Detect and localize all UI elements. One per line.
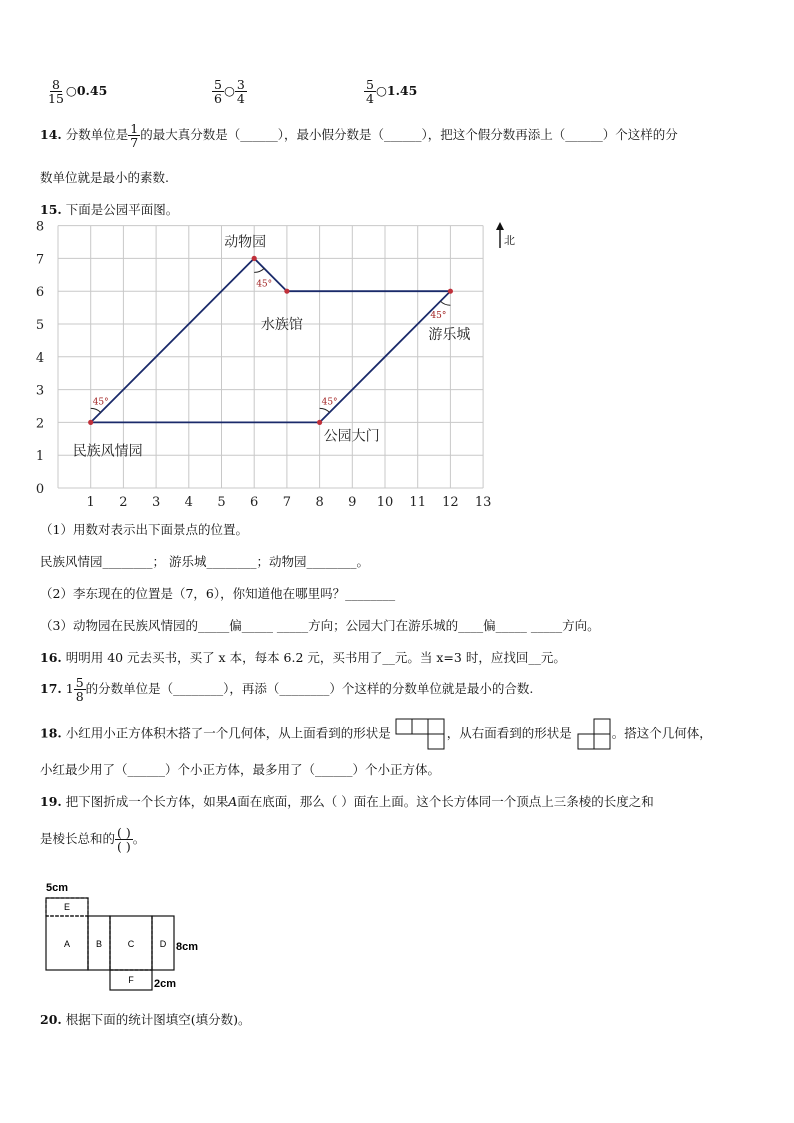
q15-sub2[interactable]: （2）李东现在的位置是（7，6），你知道他在哪里吗？________ bbox=[40, 586, 396, 601]
fraction: $\frac{3}{4}$ bbox=[236, 77, 245, 107]
angle-label: 45° bbox=[256, 279, 273, 290]
x-tick-label: 11 bbox=[409, 495, 426, 510]
compare-item-2 bbox=[212, 78, 247, 105]
question-number: 17. bbox=[40, 681, 62, 697]
angle-label: 45° bbox=[321, 397, 338, 408]
compare-circle[interactable]: ○ bbox=[65, 83, 77, 99]
q15-sub3[interactable]: （3）动物园在民族风情园的_____偏_____ _____方向；公园大门在游乐城的____偏_____ _____方向。 bbox=[40, 618, 600, 633]
question-16 bbox=[40, 648, 566, 666]
question-text: 是棱长总和的 bbox=[40, 831, 116, 847]
place-label-zoo: 动物园 bbox=[224, 234, 267, 251]
net-dim-right: 8cm bbox=[176, 941, 199, 953]
q15-sub1: （1）用数对表示出下面景点的位置。 bbox=[40, 522, 248, 537]
question-14-line2: 数单位就是最小的素数. bbox=[40, 170, 169, 185]
place-point bbox=[448, 289, 453, 294]
y-tick-label: 5 bbox=[35, 318, 45, 333]
mixed-whole: 1 bbox=[65, 681, 74, 697]
x-tick-label: 6 bbox=[250, 495, 259, 510]
x-tick-label: 5 bbox=[217, 495, 226, 510]
net-face-a: A bbox=[63, 939, 71, 949]
angle-arc bbox=[320, 408, 330, 412]
net-dim-top: 5cm bbox=[46, 882, 69, 894]
angle-label: 45° bbox=[92, 397, 109, 408]
cuboid-net bbox=[40, 878, 220, 996]
y-tick-label: 4 bbox=[35, 350, 45, 366]
net-face-d: D bbox=[159, 939, 167, 949]
question-text: 把下图折成一个长方体，如果 bbox=[65, 794, 229, 809]
top-view-shape bbox=[395, 718, 447, 750]
compare-item-3: $\frac{5}{4}$ ○1.45 bbox=[366, 77, 418, 107]
question-17 bbox=[40, 676, 533, 703]
place-point bbox=[317, 420, 322, 425]
y-tick-label: 8 bbox=[35, 219, 45, 235]
y-tick-label: 3 bbox=[35, 383, 45, 399]
fraction: $\frac{5}{6}$ bbox=[214, 77, 222, 107]
punctuation: 。 bbox=[132, 831, 146, 847]
question-15 bbox=[40, 200, 178, 218]
x-tick-label: 13 bbox=[474, 495, 492, 510]
net-face-f: F bbox=[128, 975, 134, 985]
y-tick-label: 0 bbox=[35, 482, 45, 497]
question-20 bbox=[40, 1010, 251, 1028]
question-number: 18. bbox=[40, 725, 62, 741]
compare-circle[interactable]: ○ bbox=[223, 83, 235, 99]
right-view-shape bbox=[576, 718, 612, 750]
fraction: $\frac{5}{8}$ bbox=[75, 675, 84, 705]
question-number: 14. bbox=[40, 127, 62, 143]
place-point bbox=[88, 420, 93, 425]
question-text[interactable]: 面在底面，那么（ ）面在上面。这个长方体同一个顶点上三条棱的长度之和 bbox=[237, 794, 654, 809]
angle-arc bbox=[91, 408, 101, 412]
question-text: 根据下面的统计图填空(填分数)。 bbox=[65, 1012, 251, 1027]
question-text: 分数单位是 bbox=[65, 127, 129, 143]
fraction: $\frac{1}{7}$ bbox=[130, 121, 139, 151]
question-text: 下面是公园平面图。 bbox=[65, 202, 179, 217]
question-number: 20. bbox=[40, 1012, 62, 1027]
x-tick-label: 7 bbox=[282, 495, 292, 510]
question-text[interactable]: 的分数单位是（________），再添（________）个这样的分数单位就是最小的合数. bbox=[85, 681, 534, 697]
net-dim-bottom: 2cm bbox=[154, 978, 177, 990]
x-tick-label: 1 bbox=[86, 495, 95, 510]
x-tick-label: 9 bbox=[348, 495, 357, 510]
x-tick-label: 3 bbox=[151, 495, 161, 510]
place-label-folk: 民族风情园 bbox=[72, 443, 143, 460]
question-number: 19. bbox=[40, 794, 62, 809]
park-map bbox=[30, 218, 520, 513]
place-point bbox=[284, 289, 289, 294]
place-label-gate: 公园大门 bbox=[323, 428, 380, 445]
question-19 bbox=[40, 792, 654, 810]
angle-arc bbox=[440, 301, 450, 305]
x-tick-label: 12 bbox=[442, 495, 459, 510]
x-tick-label: 8 bbox=[315, 495, 324, 510]
y-tick-label: 6 bbox=[35, 285, 45, 301]
x-tick-label: 4 bbox=[184, 495, 193, 510]
question-18 bbox=[40, 718, 712, 750]
question-text-blanks[interactable]: 的最大真分数是（______），最小假分数是（______），把这个假分数再添上（______）个这样的分 bbox=[140, 127, 678, 143]
net-face-e: E bbox=[63, 902, 71, 912]
question-14 bbox=[40, 122, 678, 149]
angle-label: 45° bbox=[430, 311, 447, 322]
question-number: 16. bbox=[40, 650, 62, 665]
compare-circle[interactable]: ○ bbox=[375, 83, 387, 99]
compare-item-1: $\frac{8}{15}$ ○0.45 bbox=[48, 77, 108, 107]
net-face-b: B bbox=[95, 939, 103, 949]
north-label: 北 bbox=[504, 234, 515, 247]
question-text: ，从右面看到的形状是 bbox=[446, 725, 572, 741]
question-19-line2 bbox=[40, 826, 145, 853]
face-label: A bbox=[228, 794, 238, 809]
question-text: 。搭这个几何体， bbox=[611, 725, 712, 741]
y-tick-label: 2 bbox=[35, 416, 45, 432]
x-tick-label: 10 bbox=[376, 495, 394, 510]
place-label-amusement: 游乐城 bbox=[428, 327, 471, 344]
answer-fraction[interactable]: $\frac{( )}{( )}$ bbox=[117, 825, 131, 855]
question-text: 小红用小正方体积木搭了一个几何体，从上面看到的形状是 bbox=[65, 725, 391, 741]
fraction: $\frac{5}{4}$ bbox=[366, 77, 374, 107]
question-number: 15. bbox=[40, 202, 62, 217]
net-face-c: C bbox=[127, 939, 135, 949]
fraction: $\frac{8}{15}$ bbox=[48, 77, 64, 107]
question-text[interactable]: 明明用 40 元去买书，买了 x 本，每本 6.2 元，买书用了__元。当 x=3 时，应找回__元。 bbox=[65, 650, 566, 665]
x-tick-label: 2 bbox=[119, 495, 128, 510]
y-tick-label: 7 bbox=[35, 252, 45, 268]
question-18-line2[interactable]: 小红最少用了（______）个小正方体，最多用了（______）个小正方体。 bbox=[40, 762, 441, 777]
y-tick-label: 1 bbox=[35, 449, 45, 465]
north-arrow-head bbox=[496, 222, 504, 230]
place-point bbox=[252, 256, 257, 261]
q15-sub1-answers[interactable]: 民族风情园________； 游乐城________；动物园________。 bbox=[40, 554, 369, 569]
place-label-aquarium: 水族馆 bbox=[260, 317, 303, 334]
angle-arc bbox=[254, 268, 264, 272]
